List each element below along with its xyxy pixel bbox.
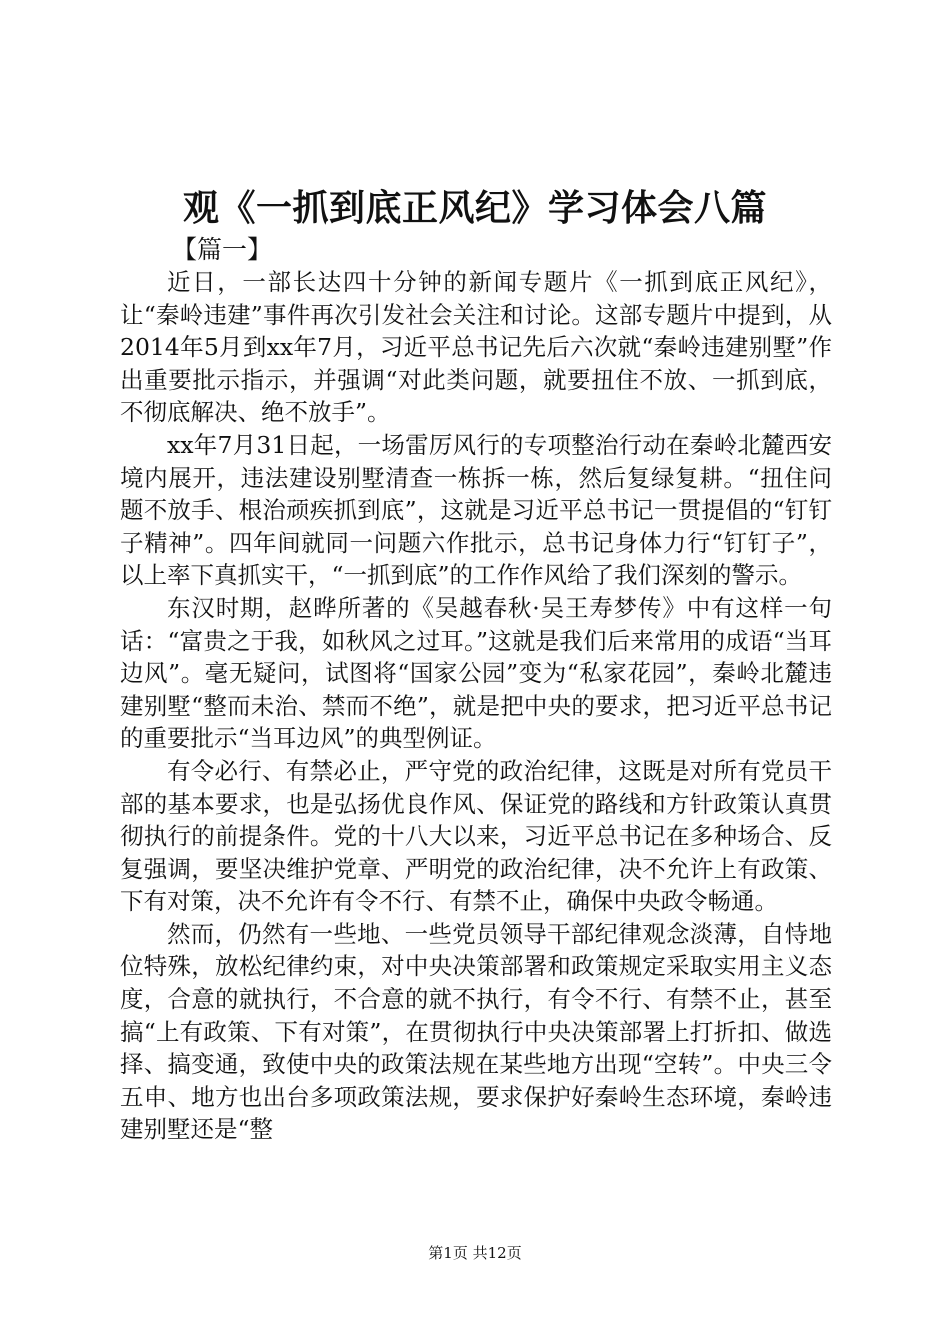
- page-footer: [0, 1243, 950, 1263]
- page-title: 观《一抓到底正风纪》学习体会八篇: [182, 187, 767, 229]
- page-total: 共12页: [472, 1244, 522, 1262]
- body-text: [120, 266, 832, 1146]
- paragraph-3: 东汉时期，赵晔所著的《吴越春秋·吴王寿梦传》中有这样一句话：“富贵之于我，如秋风之过耳。”这就是我们后来常用的成语“当耳边风”。毫无疑问，试图将“国家公园”变为“私家花园”，秦岭北麓违建别墅“整而未治、禁而不绝”，就是把中央的要求，把习近平总书记的重要批示“当耳边风”的典型例证。: [120, 593, 832, 753]
- paragraph-2: xx年7月31日起，一场雷厉风行的专项整治行动在秦岭北麓西安境内展开，违法建设别墅清查一栋拆一栋，然后复绿复耕。“扭住问题不放手、根治顽疾抓到底”，这就是习近平总书记一贯提倡的“钉钉子精神”。四年间就同一问题六作批示，总书记身体力行“钉钉子”，以上率下真抓实干，“一抓到底”的工作作风给了我们深刻的警示。: [120, 430, 832, 590]
- paragraph-5: 然而，仍然有一些地、一些党员领导干部纪律观念淡薄，自恃地位特殊，放松纪律约束，对中央决策部署和政策规定采取实用主义态度，合意的就执行，不合意的就不执行，有令不行、有禁不止，甚至搞“上有政策、下有对策”，在贯彻执行中央决策部署上打折扣、做选择、搞变通，致使中央的政策法规在某些地方出现“空转”。中央三令五申、地方也出台多项政策法规，要求保护好秦岭生态环境，秦岭违建别墅还是“整: [120, 919, 832, 1144]
- paragraph-4: 有令必行、有禁必止，严守党的政治纪律，这既是对所有党员干部的基本要求，也是弘扬优良作风、保证党的路线和方针政策认真贯彻执行的前提条件。党的十八大以来，习近平总书记在多种场合、反复强调，要坚决维护党章、严明党的政治纪律，决不允许上有政策、下有对策，决不允许有令不行、有禁不止，确保中央政令畅通。: [120, 756, 832, 916]
- page-number: 第1页: [428, 1244, 468, 1262]
- paragraph-1: 近日，一部长达四十分钟的新闻专题片《一抓到底正风纪》，让“秦岭违建”事件再次引发社会关注和讨论。这部专题片中提到，从2014年5月到xx年7月，习近平总书记先后六次就“秦岭违建别墅”作出重要批示指示，并强调“对此类问题，就要扭住不放、一抓到底，不彻底解决、绝不放手”。: [120, 268, 832, 427]
- section-heading: 【篇一】: [172, 235, 273, 264]
